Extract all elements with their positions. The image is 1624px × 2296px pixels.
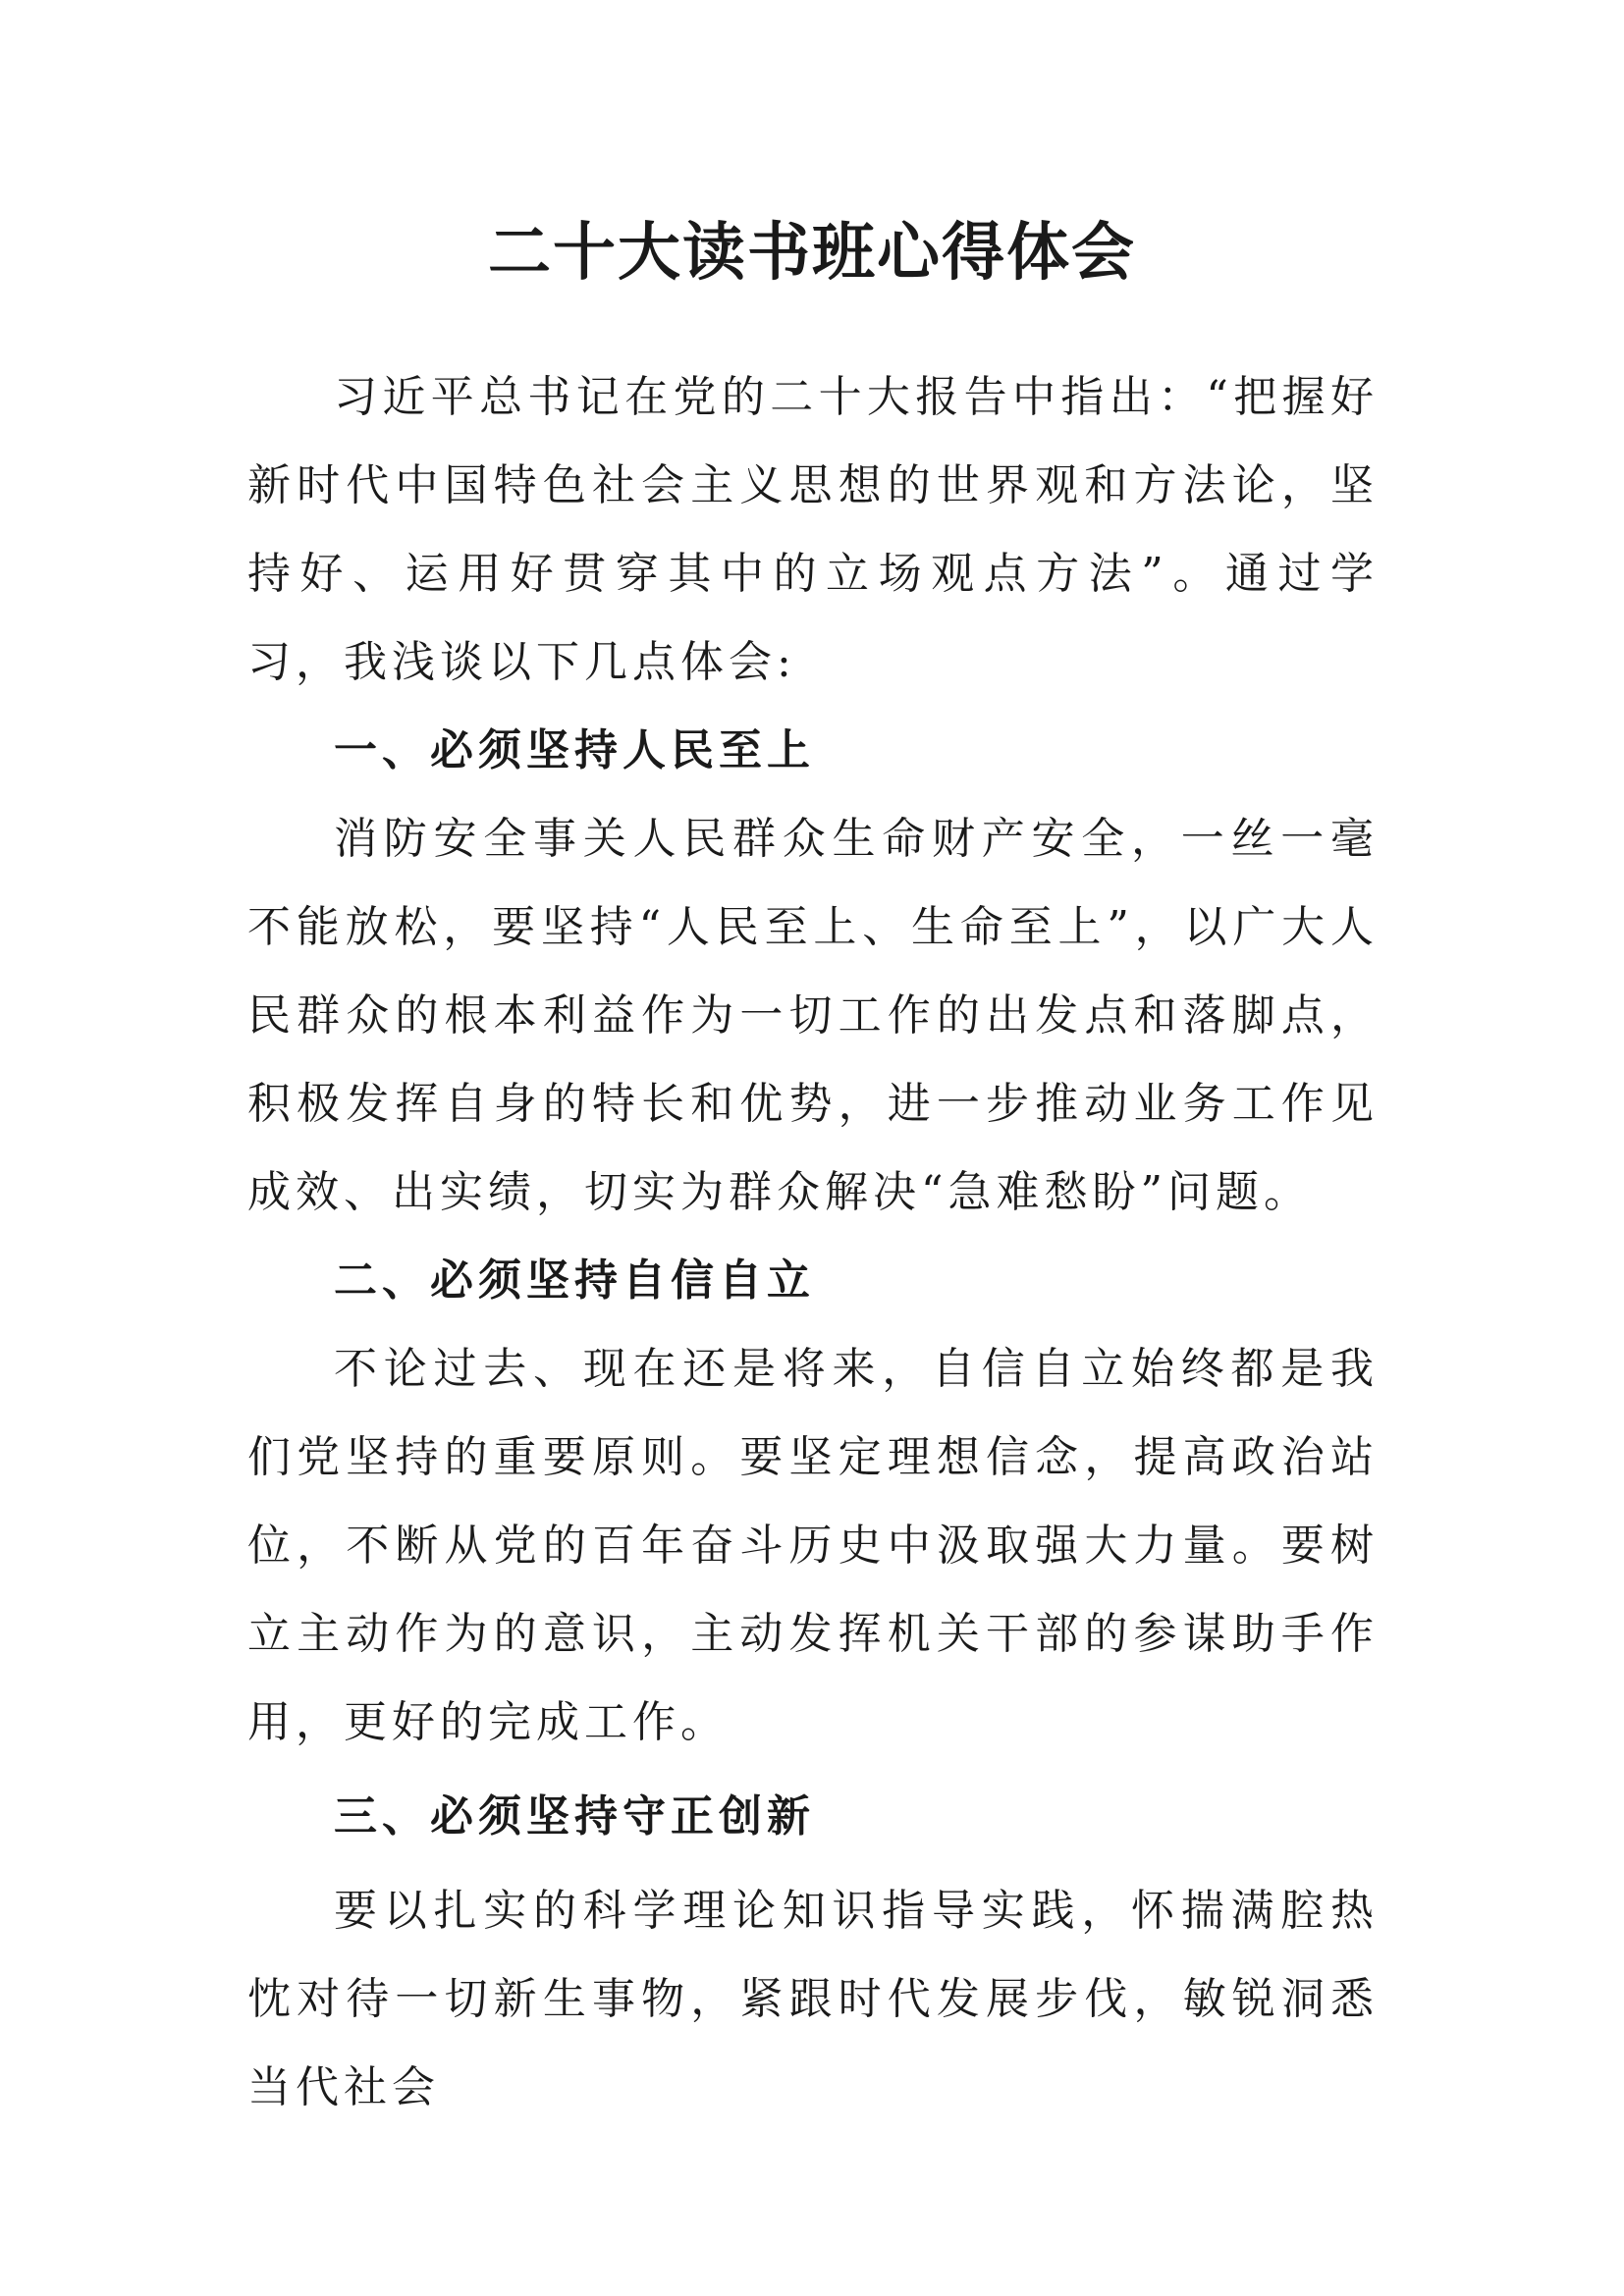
section-heading-3: 三、必须坚持守正创新 <box>334 1791 815 1842</box>
section-heading-2: 二、必须坚持自信自立 <box>334 1255 815 1306</box>
section-paragraph-2: 不论过去、现在还是将来，自信自立始终都是我们党坚持的重要原则。要坚定理想信念，提高政治站位，不断从党的百年奋斗历史中汲取强大力量。要树立主动作为的意识，主动发挥机关干部的参谋助手作用，更好的完成工作。 <box>247 1344 1379 1747</box>
section-heading-1: 一、必须坚持人民至上 <box>334 725 815 775</box>
intro-paragraph: 习近平总书记在党的二十大报告中指出：“把握好新时代中国特色社会主义思想的世界观和方法论，坚持好、运用好贯穿其中的立场观点方法”。通过学习，我浅谈以下几点体会: <box>247 372 1379 687</box>
section-paragraph-1: 消防安全事关人民群众生命财产安全，一丝一毫不能放松，要坚持“人民至上、生命至上”，以广大人民群众的根本利益作为一切工作的出发点和落脚点，积极发挥自身的特长和优势，进一步推动业务工作见成效、出实绩，切实为群众解决“急难愁盼”问题。 <box>247 814 1379 1217</box>
document-title: 二十大读书班心得体会 <box>488 216 1136 290</box>
document-body <box>247 353 1379 2132</box>
section-paragraph-3: 要以扎实的科学理论知识指导实践，怀揣满腔热忱对待一切新生事物，紧跟时代发展步伐，敏锐洞悉当代社会 <box>247 1886 1379 2112</box>
